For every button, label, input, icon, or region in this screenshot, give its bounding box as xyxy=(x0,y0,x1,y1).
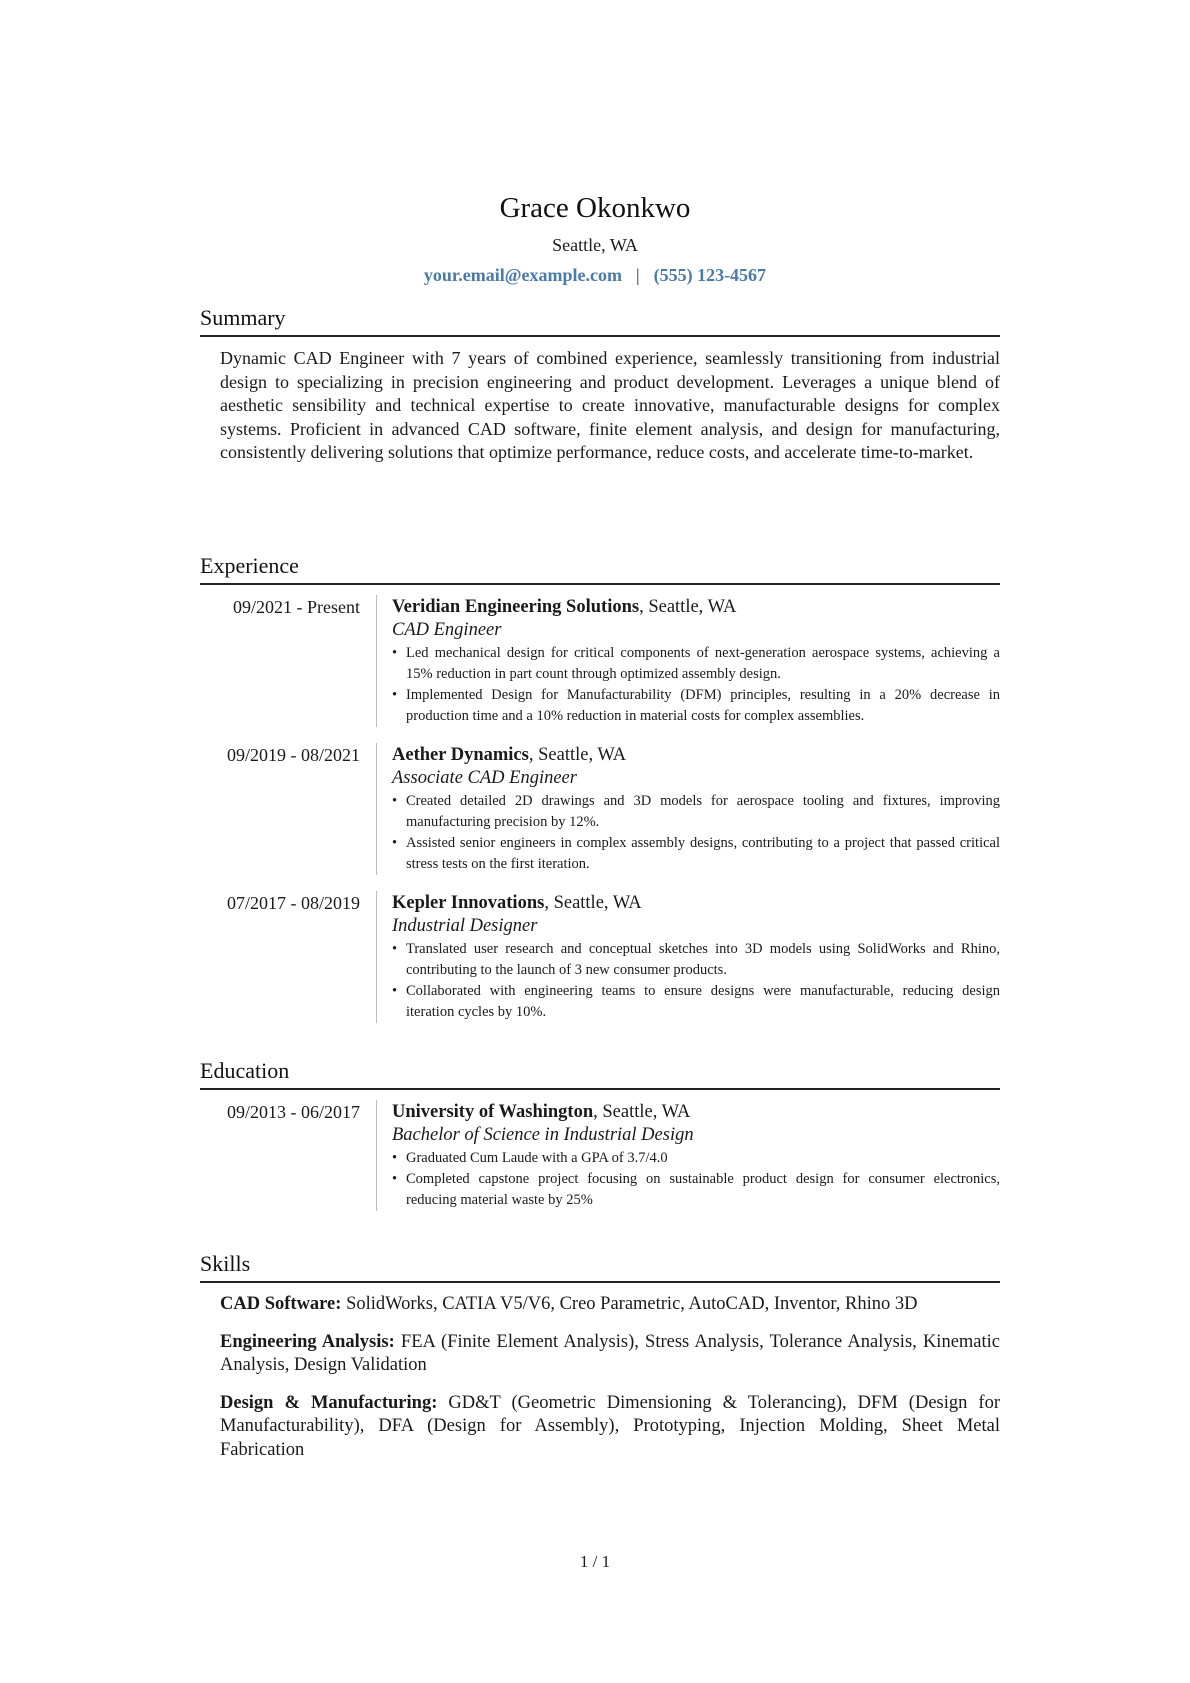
experience-section xyxy=(200,552,1000,1023)
entry-bullets xyxy=(392,1148,1000,1211)
education-section xyxy=(200,1057,1000,1211)
entry-location: , Seattle, WA xyxy=(544,893,642,913)
entry-date: 09/2021 - Present xyxy=(233,597,360,617)
entry-location: , Seattle, WA xyxy=(528,745,627,765)
section-divider xyxy=(200,583,1000,585)
entry-location: , Seattle, WA xyxy=(593,1102,691,1122)
skill-value: GD&T (Geometric Dimensioning & Tolerancing), DFM (Design for Manufacturability), DFA (Design for Assembly), Prototyping, Injection Molding, Sheet Metal Fabrication xyxy=(220,1392,1000,1460)
entry-date: 09/2019 - 08/2021 xyxy=(227,745,360,765)
entry-date: 07/2017 - 08/2019 xyxy=(227,893,360,913)
contact-line xyxy=(0,262,1190,288)
entry-body xyxy=(376,743,1000,875)
skill-label: Engineering Analysis: xyxy=(220,1331,395,1352)
skills-section xyxy=(200,1250,1000,1476)
summary-section xyxy=(200,304,1000,465)
entry-role: Associate CAD Engineer xyxy=(392,768,577,788)
entry-org: Aether Dynamics xyxy=(392,745,529,765)
section-title-summary: Summary xyxy=(200,305,286,330)
candidate-name: Grace Okonkwo xyxy=(499,192,691,224)
entry-role: CAD Engineer xyxy=(392,620,502,640)
contact-separator: | xyxy=(635,265,640,285)
education-entry xyxy=(200,1100,1000,1211)
bullet-item: • Created detailed 2D drawings and 3D models for aerospace tooling and fixtures, improving manufacturing precision by 12%. xyxy=(392,791,1000,833)
section-title-experience: Experience xyxy=(200,553,299,578)
bullet-item: • Completed capstone project focusing on sustainable product design for consumer electronics, reducing material waste by 25% xyxy=(392,1169,1000,1211)
skill-line xyxy=(220,1293,1000,1317)
entry-degree: Bachelor of Science in Industrial Design xyxy=(392,1125,694,1145)
skill-line xyxy=(220,1392,1000,1463)
entry-org: Kepler Innovations xyxy=(392,893,545,913)
skill-value: FEA (Finite Element Analysis), Stress Analysis, Tolerance Analysis, Kinematic Analysis, Design Validation xyxy=(220,1331,1000,1375)
bullet-item: • Graduated Cum Laude with a GPA of 3.7/4.0 xyxy=(392,1148,1000,1169)
candidate-location: Seattle, WA xyxy=(552,235,638,255)
entry-bullets xyxy=(392,791,1000,875)
skill-line xyxy=(220,1331,1000,1378)
summary-text: Dynamic CAD Engineer with 7 years of combined experience, seamlessly transitioning from industrial design to specializing in precision engineering and product development. Leverages a unique blend of aesthetic sensibility and technical expertise to create innovative, manufacturable designs for complex systems. Proficient in advanced CAD software, finite element analysis, and design for manufacturing, consistently delivering solutions that optimize performance, reduce costs, and accelerate time-to-market. xyxy=(220,348,1000,462)
skills-list xyxy=(200,1293,1000,1462)
entry-date: 09/2013 - 06/2017 xyxy=(227,1102,360,1122)
experience-entry xyxy=(200,891,1000,1023)
entry-org-line xyxy=(392,743,1000,767)
resume-header xyxy=(0,188,1190,288)
section-title-skills: Skills xyxy=(200,1251,251,1276)
entry-org: University of Washington xyxy=(392,1102,594,1122)
entry-org-line xyxy=(392,891,1000,915)
bullet-item: • Assisted senior engineers in complex assembly designs, contributing to a project that passed critical stress tests on the first iteration. xyxy=(392,833,1000,875)
entry-role: Industrial Designer xyxy=(392,916,538,936)
entry-bullets xyxy=(392,939,1000,1023)
entry-body xyxy=(376,1100,1000,1211)
phone-link[interactable]: (555) 123-4567 xyxy=(653,265,767,285)
section-divider xyxy=(200,1281,1000,1283)
entry-location: , Seattle, WA xyxy=(639,597,737,617)
entry-bullets xyxy=(392,643,1000,727)
section-divider xyxy=(200,335,1000,337)
section-title-education: Education xyxy=(200,1058,290,1083)
entry-body xyxy=(376,595,1000,727)
email-link[interactable]: your.email@example.com xyxy=(423,265,622,285)
bullet-item: • Implemented Design for Manufacturability (DFM) principles, resulting in a 20% decrease in production time and a 10% reduction in material costs for complex assemblies. xyxy=(392,685,1000,727)
skill-label: CAD Software: xyxy=(220,1294,342,1314)
skill-value: SolidWorks, CATIA V5/V6, Creo Parametric, AutoCAD, Inventor, Rhino 3D xyxy=(341,1294,918,1314)
entry-org-line xyxy=(392,595,1000,619)
entry-org-line xyxy=(392,1100,1000,1124)
bullet-item: • Collaborated with engineering teams to ensure designs were manufacturable, reducing design iteration cycles by 10%. xyxy=(392,981,1000,1023)
bullet-item: • Led mechanical design for critical components of next-generation aerospace systems, achieving a 15% reduction in part count through optimized assembly design. xyxy=(392,643,1000,685)
entry-org: Veridian Engineering Solutions xyxy=(392,597,640,617)
experience-entry xyxy=(200,743,1000,875)
experience-entry xyxy=(200,595,1000,727)
section-divider xyxy=(200,1088,1000,1090)
entry-body xyxy=(376,891,1000,1023)
page-number: 1 / 1 xyxy=(579,1552,611,1571)
skill-label: Design & Manufacturing: xyxy=(220,1392,438,1413)
bullet-item: • Translated user research and conceptual sketches into 3D models using SolidWorks and Rhino, contributing to the launch of 3 new consumer products. xyxy=(392,939,1000,981)
